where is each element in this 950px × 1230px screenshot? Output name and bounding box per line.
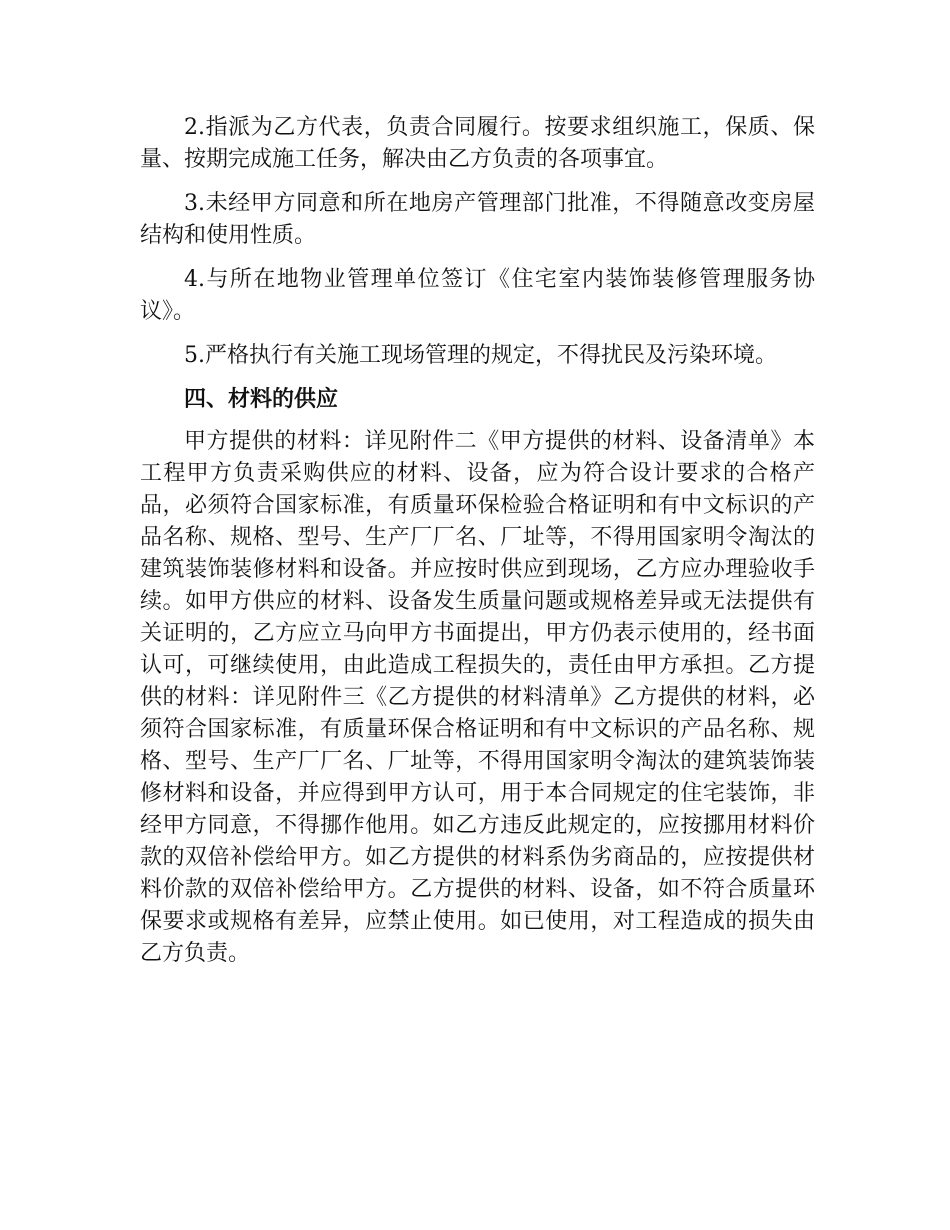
section-heading-materials: 四、材料的供应 bbox=[184, 387, 339, 412]
document-page bbox=[140, 112, 815, 982]
paragraph-item-3: 3.未经甲方同意和所在地房产管理部门批准，不得随意改变房屋结构和使用性质。 bbox=[140, 191, 815, 248]
paragraph-item-5: 5.严格执行有关施工现场管理的规定，不得扰民及污染环境。 bbox=[184, 343, 777, 368]
section-body-materials: 甲方提供的材料：详见附件二《甲方提供的材料、设备清单》本工程甲方负责采购供应的材料、设备，应为符合设计要求的合格产品，必须符合国家标准，有质量环保检验合格证明和有中文标识的产品名称、规格、型号、生产厂厂名、厂址等，不得用国家明令淘汰的建筑装饰装修材料和设备。并应按时供应到现场，乙方应办理验收手续。如甲方供应的材料、设备发生质量问题或规格差异或无法提供有关证明的，乙方应立马向甲方书面提出，甲方仍表示使用的，经书面认可，可继续使用，由此造成工程损失的，责任由甲方承担。乙方提供的材料：详见附件三《乙方提供的材料清单》乙方提供的材料，必须符合国家标准，有质量环保合格证明和有中文标识的产品名称、规格、型号、生产厂厂名、厂址等，不得用国家明令淘汰的建筑装饰装修材料和设备，并应得到甲方认可，用于本合同规定的住宅装饰，非经甲方同意，不得挪作他用。如乙方违反此规定的，应按挪用材料价款的双倍补偿给甲方。如乙方提供的材料系伪劣商品的，应按提供材料价款的双倍补偿给甲方。乙方提供的材料、设备，如不符合质量环保要求或规格有差异，应禁止使用。如已使用，对工程造成的损失由乙方负责。 bbox=[140, 429, 815, 966]
paragraph-item-2: 2.指派为乙方代表，负责合同履行。按要求组织施工，保质、保量、按期完成施工任务，解决由乙方负责的各项事宜。 bbox=[140, 115, 815, 172]
paragraph-item-4: 4.与所在地物业管理单位签订《住宅室内装饰装修管理服务协议》。 bbox=[140, 267, 815, 324]
